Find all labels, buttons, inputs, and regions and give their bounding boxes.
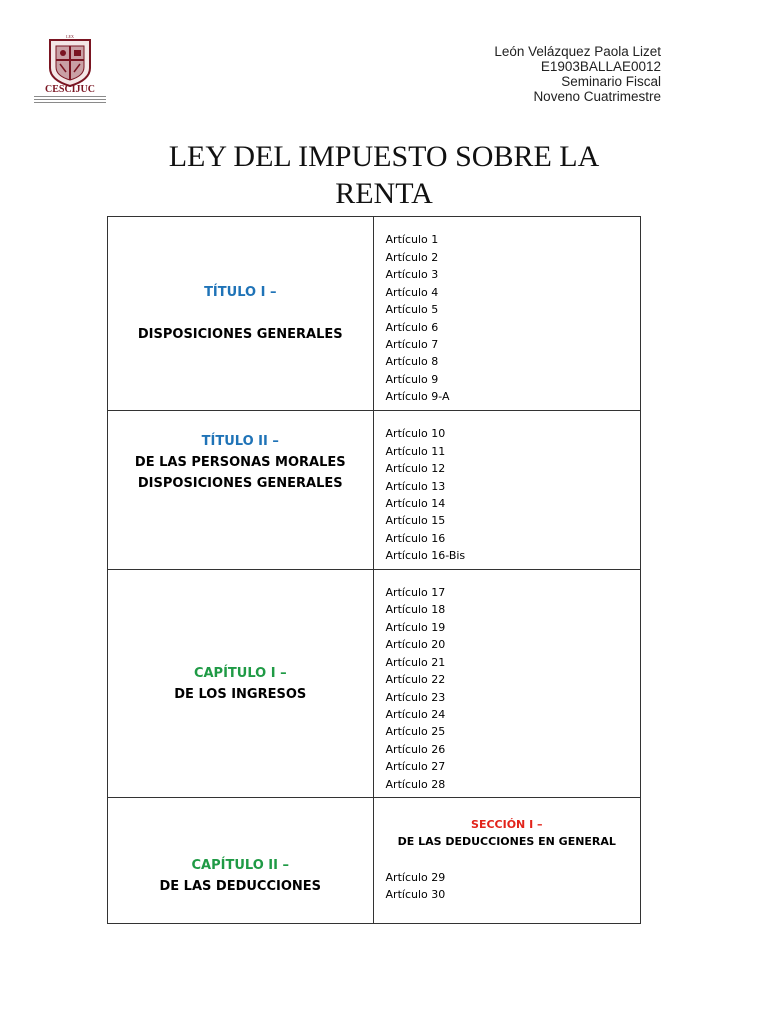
svg-text:LEX: LEX [66, 34, 74, 39]
title-line-2: RENTA [335, 177, 433, 210]
row-subheading: DE LAS PERSONAS MORALES [134, 455, 346, 470]
article-item: Artículo 28 [385, 777, 446, 791]
article-list [386, 574, 640, 793]
article-item: Artículo 18 [385, 603, 446, 617]
article-item: Artículo 20 [385, 638, 446, 652]
article-item: Artículo 9-A [385, 390, 450, 404]
article-item: Artículo 17 [385, 586, 446, 600]
article-item: Artículo 4 [385, 285, 439, 299]
article-item: Artículo 6 [385, 320, 439, 334]
capitulo-heading: CAPÍTULO II – [191, 857, 290, 873]
article-item: Artículo 25 [385, 725, 446, 739]
author-info [494, 44, 661, 104]
article-item: Artículo 26 [385, 742, 446, 756]
row-heading-cell [108, 798, 374, 924]
article-item: Artículo 3 [385, 268, 439, 282]
row-subheading: DE LOS INGRESOS [174, 686, 307, 702]
article-item: Artículo 19 [385, 620, 446, 634]
author-name: León Velázquez Paola Lizet [494, 44, 661, 59]
article-item: Artículo 12 [385, 462, 446, 476]
article-item: Artículo 7 [385, 337, 439, 351]
row-heading-cell [108, 570, 374, 798]
logo-caption: CESCIJUC [44, 84, 95, 95]
article-item: Artículo 22 [385, 673, 446, 687]
article-item: Artículo 23 [385, 690, 446, 704]
course-name: Seminario Fiscal [561, 74, 661, 89]
articles-cell [373, 217, 640, 411]
table-row [108, 217, 641, 411]
table-row [108, 570, 641, 798]
article-item: Artículo 16-Bis [385, 549, 466, 563]
row-subheading: DISPOSICIONES GENERALES [137, 327, 343, 342]
article-item: Artículo 10 [385, 427, 446, 441]
student-id: E1903BALLAE0012 [540, 59, 661, 74]
articles-cell [373, 411, 640, 570]
article-item: Artículo 27 [385, 760, 446, 774]
seccion-subheading: DE LAS DEDUCCIONES EN GENERAL [397, 835, 616, 849]
capitulo-heading: CAPÍTULO I – [193, 665, 287, 681]
article-item: Artículo 9 [385, 372, 439, 386]
article-item: Artículo 13 [385, 479, 446, 493]
term: Noveno Cuatrimestre [533, 89, 661, 104]
article-item: Artículo 5 [385, 303, 439, 317]
title-line-1: LEY DEL IMPUESTO SOBRE LA [168, 140, 600, 173]
article-item: Artículo 15 [385, 514, 446, 528]
titulo-heading: TÍTULO II – [201, 434, 279, 449]
article-item: Artículo 11 [385, 444, 446, 458]
row-heading-cell [108, 217, 374, 411]
article-item: Artículo 16 [385, 531, 446, 545]
article-item: Artículo 29 [385, 870, 446, 884]
titulo-heading: TÍTULO I – [204, 285, 277, 300]
document-title [0, 138, 768, 212]
article-item: Artículo 1 [385, 233, 439, 247]
article-list [386, 415, 640, 564]
article-list [386, 221, 640, 405]
table-row [108, 798, 641, 924]
table-row [108, 411, 641, 570]
row-subheading: DE LAS DEDUCCIONES [159, 878, 322, 894]
law-index-table [107, 216, 641, 924]
article-item: Artículo 30 [385, 888, 446, 902]
seccion-heading: SECCIÓN I – [471, 818, 543, 831]
article-list [374, 851, 640, 904]
article-item: Artículo 2 [385, 250, 439, 264]
row-heading-cell [108, 411, 374, 570]
article-item: Artículo 14 [385, 497, 446, 510]
row-subheading: DISPOSICIONES GENERALES [137, 476, 343, 491]
article-item: Artículo 21 [385, 655, 446, 669]
articles-cell [373, 570, 640, 798]
logo-subtitle-lines [34, 96, 106, 106]
article-item: Artículo 8 [385, 355, 439, 369]
articles-cell [373, 798, 640, 924]
article-item: Artículo 24 [385, 707, 446, 721]
